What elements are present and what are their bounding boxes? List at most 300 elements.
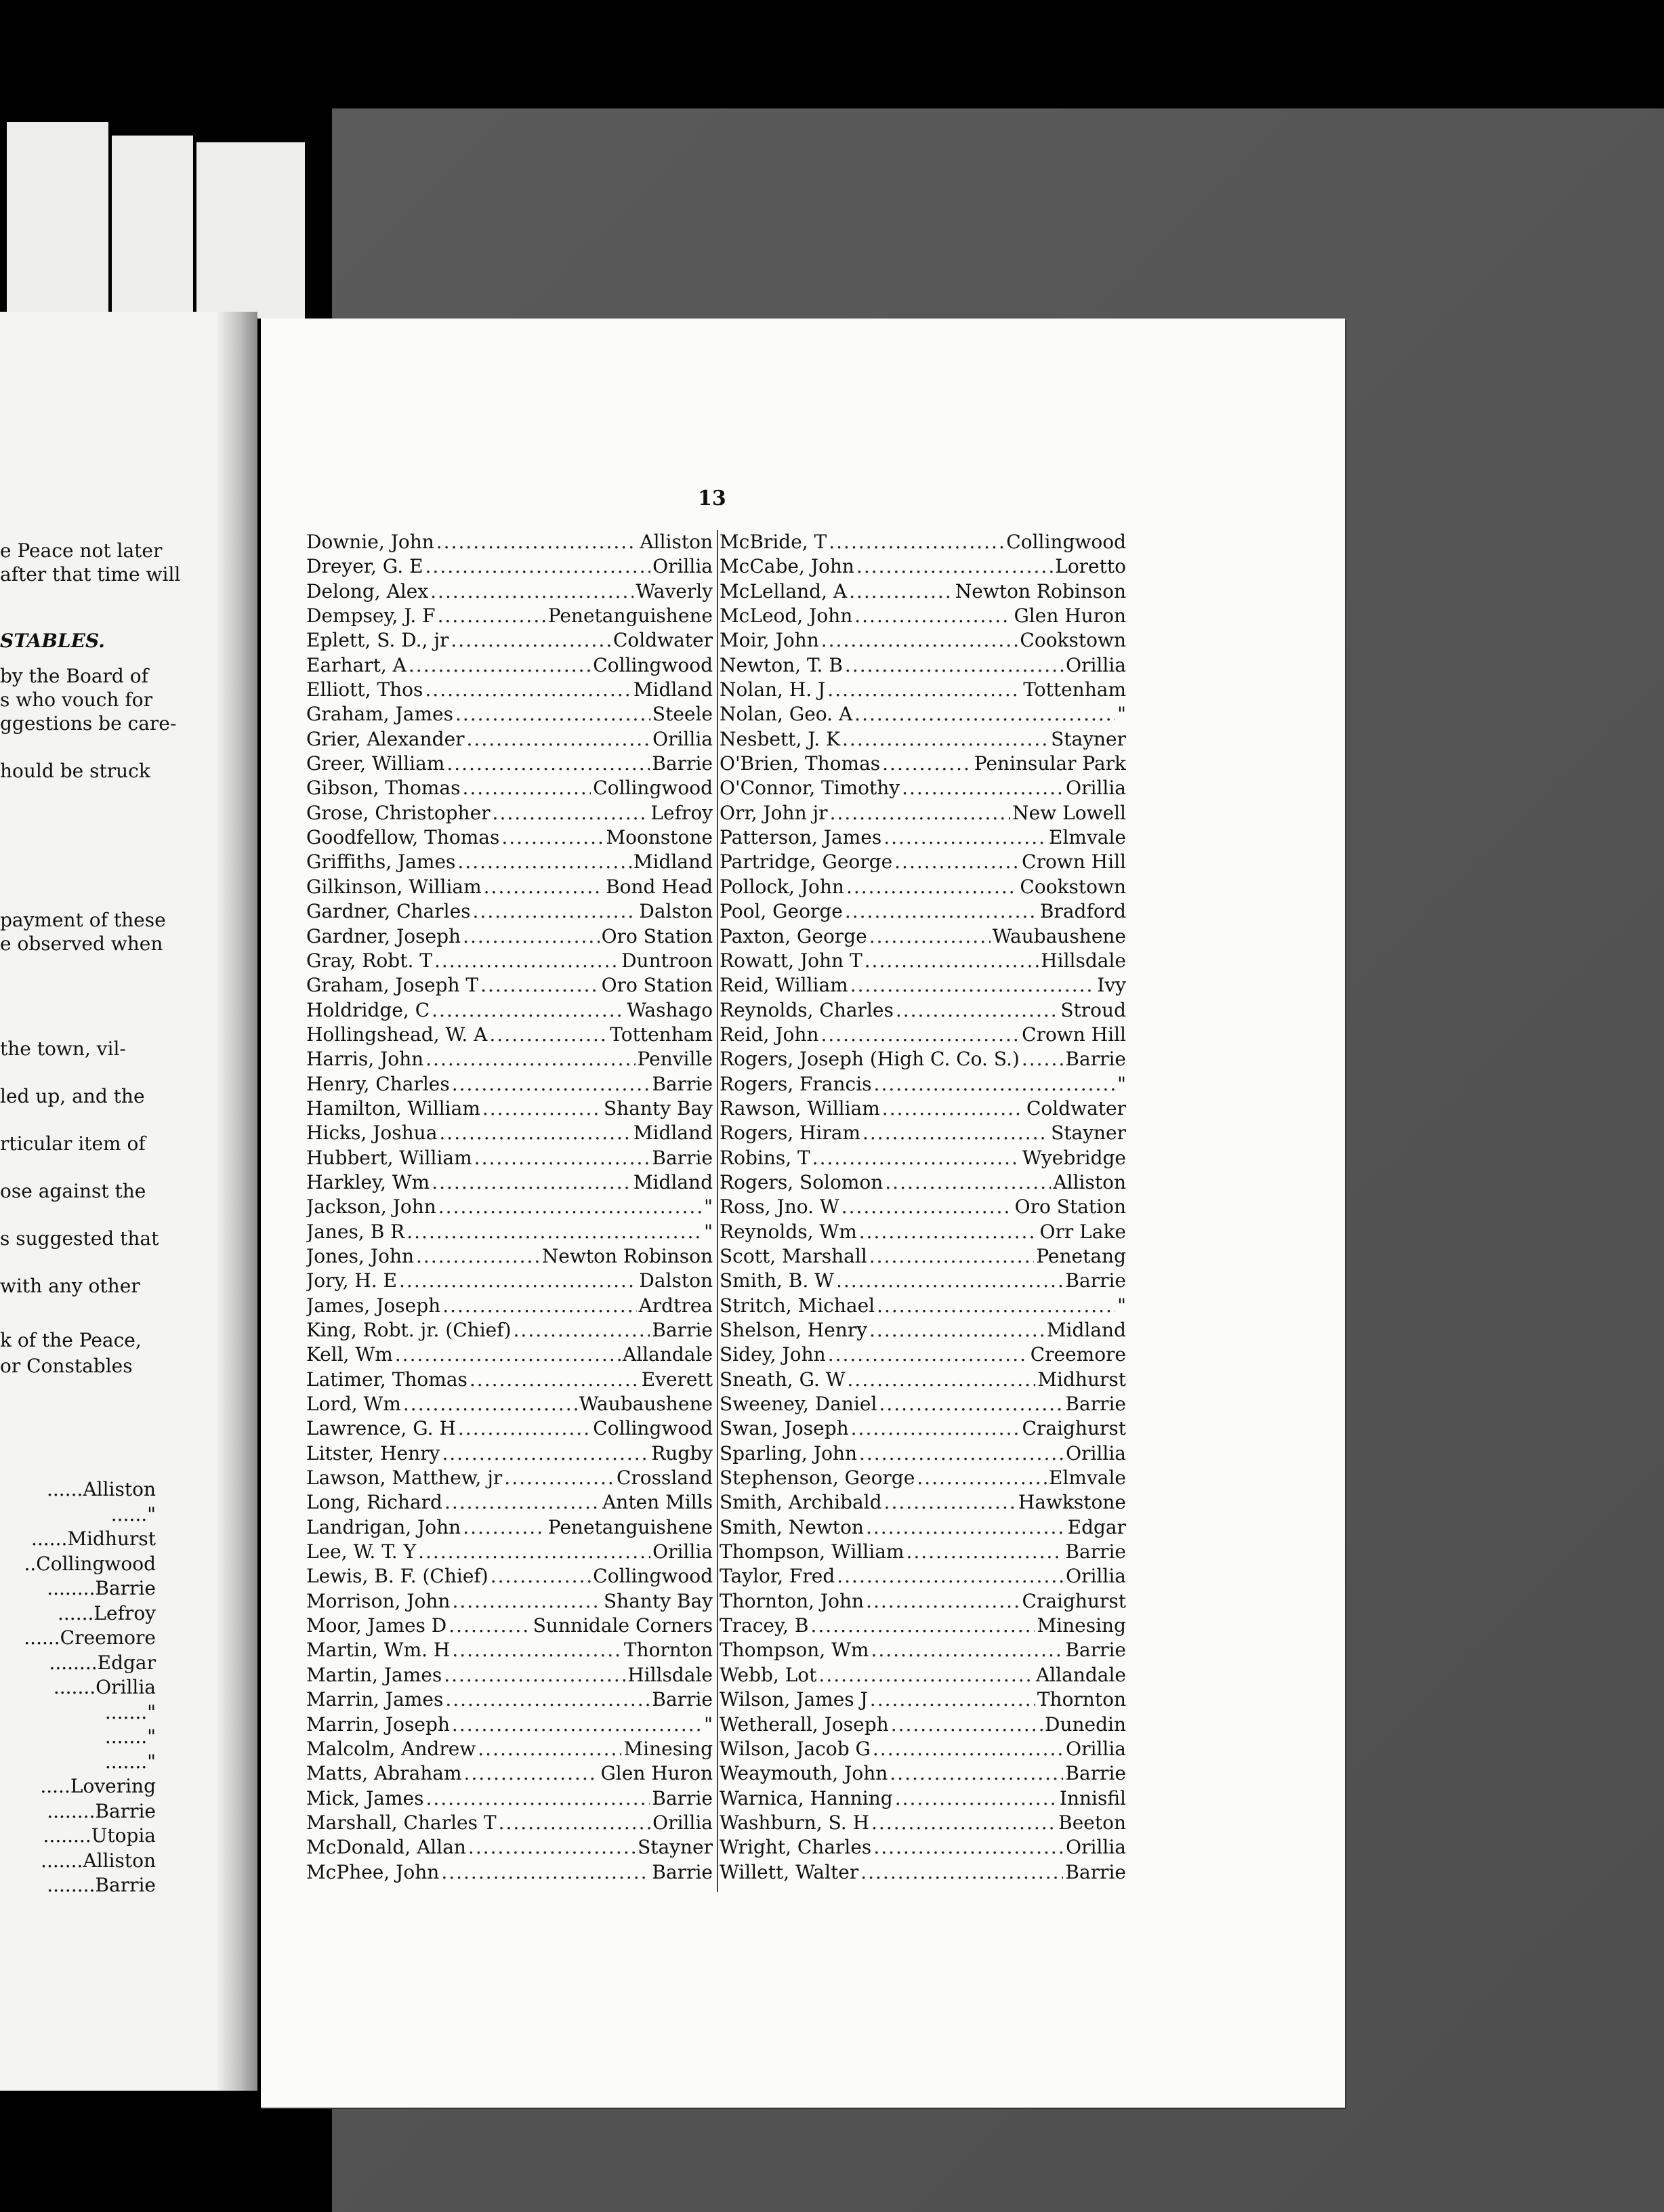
constable-name: Lee, W. T. Y [306,1540,417,1563]
directory-entry [720,1368,1126,1392]
directory-entry [306,1663,713,1687]
constable-name: Graham, James [306,703,453,726]
constable-name: Nolan, Geo. A [720,703,853,726]
constable-name: Jones, John [306,1244,415,1267]
constable-name: Rawson, William [720,1097,880,1120]
facing-page-list-item: ......Lefroy [58,1601,156,1624]
constable-name: Goodfellow, Thomas [306,826,500,849]
constable-place: Orillia [652,1540,713,1563]
facing-page-text: with any other [0,1275,140,1297]
facing-page-text: led up, and the [0,1085,145,1107]
facing-page-list-item: .......Alliston [41,1849,156,1872]
dot-leader [846,875,1018,899]
constable-name: Lewis, B. F. (Chief) [306,1565,488,1588]
facing-page [0,312,227,2091]
constable-name: McLeod, John [720,605,853,628]
constable-place: Creemore [1030,1343,1126,1366]
dot-leader [836,1269,1063,1293]
directory-entry [306,1490,713,1515]
dot-leader [862,1121,1049,1145]
constable-place: Stayner [638,1836,713,1859]
dot-leader [871,1811,1056,1835]
constable-place: Collingwood [593,1417,713,1440]
dot-leader [917,1466,1047,1490]
constable-name: Hicks, Joshua [306,1122,438,1145]
directory-entry [306,1540,713,1564]
directory-entry [720,1713,1126,1737]
dot-leader [869,1318,1045,1343]
constable-place: Alliston [640,531,713,553]
directory-entry [306,604,713,628]
dot-leader [883,825,1047,850]
facing-page-list-item: .....Lovering [40,1775,156,1797]
facing-page-text: ggestions be care- [0,712,177,735]
constable-place: Stayner [1051,1122,1126,1145]
directory-column-left [306,530,713,1885]
directory-entry [720,752,1126,776]
directory-entry [306,1589,713,1614]
constable-place: Allandale [1036,1663,1126,1686]
constable-name: McLelland, A [720,579,848,602]
facing-page-list-item: ..Collingwood [24,1552,156,1575]
constable-place: Loretto [1055,555,1126,578]
constable-name: Morrison, John [306,1589,451,1612]
dot-leader [859,1220,1038,1244]
facing-page-list-item: ......." [104,1725,156,1748]
directory-entry [720,899,1126,924]
page-gutter-shadow [217,312,257,2091]
constable-place: Barrie [652,1146,713,1169]
constable-place: Midland [633,1122,713,1145]
binding-tab [112,136,193,319]
constable-name: Willett, Walter [720,1860,859,1883]
dot-leader [432,998,625,1023]
constable-place: Coldwater [612,629,713,652]
directory-entry [720,1392,1126,1416]
constable-place: Ivy [1097,974,1126,997]
dot-leader [821,628,1018,653]
facing-page-list-item: ........Edgar [49,1651,156,1674]
dot-leader [869,924,991,949]
directory-entry [720,1220,1126,1244]
constable-name: Stritch, Michael [720,1294,875,1317]
facing-page-text: ose against the [0,1180,146,1202]
dot-leader [425,678,631,702]
constable-place: Crown Hill [1022,1023,1126,1046]
constable-name: Marshall, Charles T [306,1811,497,1834]
constable-place: Barrie [652,1786,713,1809]
dot-leader [482,1097,602,1121]
directory-entry [720,628,1126,653]
facing-page-list-item: ......Alliston [47,1478,156,1500]
dot-leader [441,1860,650,1885]
constable-place: Barrie [652,752,713,775]
constable-name: Ross, Jno. W [720,1195,839,1218]
constable-place: Wyebridge [1022,1146,1126,1169]
directory-entry [720,801,1126,825]
constable-name: Lord, Wm [306,1393,401,1416]
dot-leader [425,1047,635,1071]
constable-name: Smith, Archibald [720,1491,882,1514]
constable-place: Hillsdale [627,1663,713,1686]
constable-name: Swan, Joseph [720,1417,849,1440]
constable-place: Anten Mills [602,1491,713,1514]
directory-entry [306,752,713,776]
constable-name: Sidey, John [720,1343,826,1366]
constable-name: Lawrence, G. H [306,1417,456,1440]
dot-leader [891,1713,1043,1737]
directory-entry [306,1072,713,1097]
directory-entry [720,1269,1126,1293]
directory-entry [720,1097,1126,1121]
directory-entry [306,1614,713,1638]
constable-place: " [704,1713,713,1736]
directory-entry [720,653,1126,678]
constable-name: Holdridge, C [306,998,430,1021]
constable-name: Wilson, James J [720,1688,868,1711]
directory-entry [306,1761,713,1786]
dot-leader [436,530,638,554]
constable-name: McBride, T [720,531,827,553]
dot-leader [504,1466,615,1490]
constable-name: Moor, James D [306,1614,447,1637]
constable-name: Sweeney, Daniel [720,1393,877,1416]
constable-place: Shanty Bay [604,1097,713,1120]
constable-place: Orillia [1066,1737,1126,1760]
facing-page-text: e observed when [0,933,163,955]
constable-name: Shelson, Henry [720,1319,868,1341]
directory-entry [306,1860,713,1885]
constable-place: Ardtrea [638,1294,713,1317]
dot-leader [896,998,1059,1023]
dot-leader [854,702,1115,726]
constable-name: Robins, T [720,1146,810,1169]
constable-place: Glen Huron [600,1762,713,1785]
directory-entry [720,973,1126,998]
directory-entry [720,875,1126,899]
constable-place: Oro Station [601,974,713,997]
constable-place: Sunnidale Corners [533,1614,713,1637]
constable-name: Washburn, S. H [720,1811,870,1834]
constable-name: Gibson, Thomas [306,777,461,800]
facing-page-list-item: ......." [104,1750,156,1773]
constable-place: Tottenham [1023,678,1126,701]
dot-leader [902,776,1064,800]
constable-place: Dunedin [1045,1713,1126,1736]
directory-entry [720,1170,1126,1195]
directory-entry [306,801,713,825]
dot-leader [866,1515,1066,1540]
dot-leader [399,1269,637,1293]
directory-entry [720,604,1126,628]
directory-entry [306,998,713,1023]
constable-name: Warnica, Hanning [720,1786,893,1809]
constable-place: Innisfil [1059,1786,1126,1809]
directory-entry [306,1121,713,1145]
directory-entry [720,1761,1126,1786]
constable-name: Martin, Wm. H [306,1639,451,1662]
dot-leader [837,1564,1064,1589]
constable-place: Thornton [623,1639,713,1662]
constable-place: Moonstone [606,826,713,849]
directory-entry [720,1860,1126,1885]
constable-place: Steele [652,703,713,726]
facing-page-text: s who vouch for [0,689,152,711]
dot-leader [499,1811,651,1835]
directory-entry [720,1072,1126,1097]
constable-place: Barrie [1065,1048,1126,1071]
dot-leader [828,1343,1028,1367]
constable-name: Hamilton, William [306,1097,480,1120]
column-divider [717,530,718,1892]
constable-place: Bond Head [606,875,713,898]
constable-place: Minesing [1037,1614,1126,1637]
constable-name: Graham, Joseph T [306,974,479,997]
dot-leader [407,1220,702,1244]
facing-page-list-item: ........Utopia [43,1824,156,1847]
facing-page-text: STABLES. [0,630,105,652]
constable-name: Smith, Newton [720,1515,864,1538]
constable-place: Barrie [1065,1762,1126,1785]
constable-name: Moir, John [720,629,819,652]
directory-entry [720,1614,1126,1638]
constable-place: Newton Robinson [955,579,1126,602]
constable-name: Earhart, A [306,653,407,676]
facing-page-text: k of the Peace, [0,1329,142,1351]
directory-entry [306,776,713,800]
directory-entry [720,1318,1126,1343]
constable-name: Dreyer, G. E [306,555,423,578]
dot-leader [432,1170,631,1195]
constable-name: Henry, Charles [306,1072,450,1095]
constable-name: Gardner, Joseph [306,924,461,947]
facing-page-text: e Peace not later [0,539,163,562]
directory-entry [306,554,713,579]
constable-place: Orillia [1066,1836,1126,1859]
directory-entry [720,1515,1126,1540]
dot-leader [850,973,1096,998]
directory-entry [720,678,1126,702]
directory-entry [306,1515,713,1540]
directory-entry [306,1023,713,1047]
constable-place: Penetanguishene [547,1515,713,1538]
constable-name: Rogers, Joseph (High C. Co. S.) [720,1048,1020,1071]
directory-entry [306,1835,713,1860]
page-number: 13 [698,487,726,510]
dot-leader [879,1392,1063,1416]
constable-place: Minesing [623,1737,713,1760]
constable-place: Craighurst [1022,1589,1126,1612]
dot-leader [810,1614,1035,1638]
directory-entry [306,875,713,899]
dot-leader [873,1835,1064,1860]
dot-leader [480,973,600,998]
constable-name: Hollingshead, W. A [306,1023,488,1046]
constable-place: Elmvale [1049,826,1126,849]
constable-name: Gardner, Charles [306,900,471,923]
dot-leader [895,1786,1058,1811]
constable-place: Barrie [1065,1639,1126,1662]
dot-leader [452,1713,702,1737]
constable-place: Coldwater [1026,1097,1126,1120]
directory-entry [720,554,1126,579]
constable-place: Thornton [1037,1688,1126,1711]
constable-name: Pool, George [720,900,843,923]
dot-leader [851,1416,1020,1441]
directory-entry [306,1220,713,1244]
constable-place: Barrie [1065,1860,1126,1883]
constable-name: Elliott, Thos [306,678,423,701]
directory-column-right [720,530,1126,1885]
dot-leader [885,1170,1051,1195]
constable-name: Nolan, H. J [720,678,826,701]
facing-page-text: or Constables [0,1355,133,1377]
constable-name: Downie, John [306,531,434,553]
facing-page-list-item: ........Barrie [47,1577,156,1599]
constable-name: Sneath, G. W [720,1368,846,1391]
constable-name: Wright, Charles [720,1836,872,1859]
constable-name: Janes, B R [306,1220,405,1243]
constable-place: Orillia [1066,653,1126,676]
constable-name: Rogers, Francis [720,1072,872,1095]
constable-place: Barrie [1065,1540,1126,1563]
directory-entry [720,1294,1126,1318]
constable-name: McCabe, John [720,555,854,578]
facing-page-text: payment of these [0,909,166,931]
dot-leader [463,1515,546,1540]
constable-name: McDonald, Allan [306,1836,466,1859]
directory-entry [306,1146,713,1170]
constable-name: Litster, Henry [306,1441,440,1465]
facing-page-list-item: ........Barrie [47,1874,156,1896]
constable-place: Tottenham [610,1023,713,1046]
constable-name: Wetherall, Joseph [720,1713,889,1736]
constable-name: Reid, John [720,1023,819,1046]
constable-place: Orr Lake [1039,1220,1126,1243]
dot-leader [882,752,972,776]
constable-place: Crown Hill [1022,851,1126,874]
dot-leader [470,1368,640,1392]
dot-leader [434,949,619,973]
directory-entry [720,1564,1126,1589]
directory-entry [306,924,713,949]
dot-leader [463,776,591,800]
directory-entry [720,702,1126,726]
dot-leader [845,899,1038,924]
dot-leader [418,1540,650,1564]
facing-page-list-item: ......Midhurst [30,1528,156,1550]
facing-page-text: by the Board of [0,665,148,687]
directory-entry [306,1392,713,1416]
dot-leader [403,1392,577,1416]
dot-leader [906,1540,1063,1564]
dot-leader [860,1860,1063,1885]
facing-page-list-item: ......Creemore [24,1626,156,1649]
directory-entry [720,1663,1126,1687]
constable-place: Bradford [1039,900,1126,923]
directory-entry [720,924,1126,949]
directory-entry [306,973,713,998]
constable-name: Hubbert, William [306,1146,472,1169]
directory-entry [306,899,713,924]
constable-name: Thornton, John [720,1589,865,1612]
dot-leader [409,653,591,678]
dot-leader [845,653,1064,678]
dot-leader [445,1687,650,1712]
constable-place: Barrie [1065,1269,1126,1292]
constable-place: Orillia [1066,1565,1126,1588]
dot-leader [829,530,1004,554]
constable-place: Beeton [1058,1811,1126,1834]
constable-place: Glen Huron [1014,605,1126,628]
dot-leader [493,801,649,825]
directory-entry [306,850,713,874]
dot-leader [877,1294,1115,1318]
dot-leader [501,825,604,850]
constable-place: Newton Robinson [541,1244,713,1267]
directory-entry [720,1811,1126,1835]
directory-entry [720,825,1126,850]
directory-entry [720,1466,1126,1490]
constable-place: Midland [1046,1319,1126,1341]
directory-entry [306,530,713,554]
constable-place: Orillia [652,1811,713,1834]
dot-leader [830,801,1011,825]
constable-place: " [1117,1072,1126,1095]
constable-name: Orr, John jr [720,801,828,824]
dot-leader [894,850,1020,874]
constable-name: Delong, Alex [306,579,429,602]
directory-entry [306,1811,713,1835]
directory-entry [306,678,713,702]
constable-name: Rowatt, John T [720,949,862,972]
directory-entry [720,776,1126,800]
dot-leader [873,1737,1064,1761]
directory-entry [720,1687,1126,1712]
dot-leader [842,727,1049,752]
dot-leader [874,1072,1116,1097]
constable-name: McPhee, John [306,1860,440,1883]
constable-name: Harris, John [306,1048,424,1071]
constable-name: Thompson, William [720,1540,904,1563]
constable-place: Elmvale [1049,1467,1126,1490]
dot-leader [449,1614,531,1638]
constable-name: Thompson, Wm [720,1639,869,1662]
constable-name: King, Robt. jr. (Chief) [306,1319,512,1341]
directory-entry [306,1047,713,1071]
constable-place: Midland [633,851,713,874]
constable-name: Long, Richard [306,1491,442,1514]
dot-leader [489,1023,608,1047]
directory-entry [306,1318,713,1343]
constable-place: Penetang [1036,1244,1126,1267]
dot-leader [444,1490,600,1515]
constable-name: Reid, William [720,974,848,997]
constable-name: Landrigan, John [306,1515,461,1538]
constable-place: Midhurst [1037,1368,1126,1391]
constable-place: Rugby [651,1441,713,1465]
constable-name: Grier, Alexander [306,727,465,750]
constable-name: James, Joseph [306,1294,441,1317]
dot-leader [854,604,1012,628]
constable-place: Midland [633,1170,713,1193]
constable-place: Allandale [623,1343,713,1366]
dot-leader [865,949,1039,973]
dot-leader [473,899,638,924]
constable-name: Rogers, Hiram [720,1122,860,1145]
directory-entry [306,1269,713,1293]
directory-entry [720,1146,1126,1170]
